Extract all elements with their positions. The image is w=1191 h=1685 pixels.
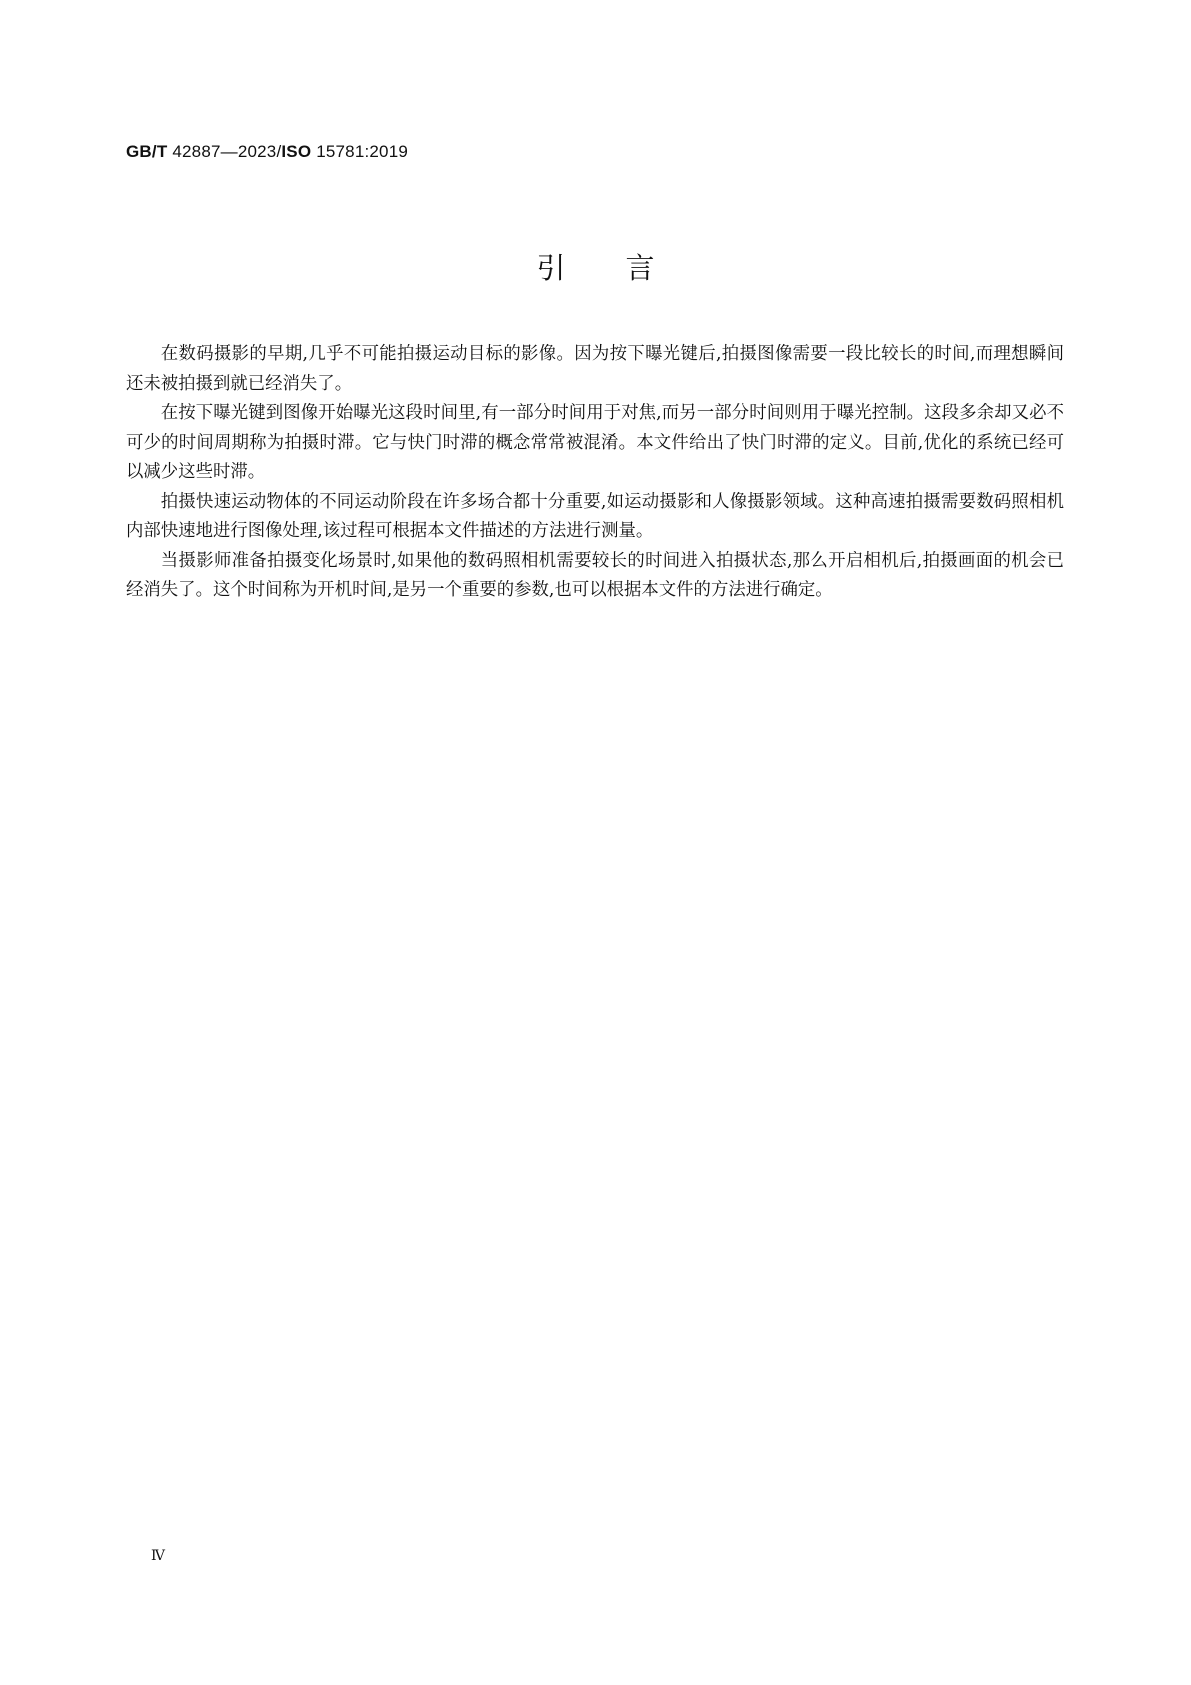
paragraph: 在按下曝光键到图像开始曝光这段时间里,有一部分时间用于对焦,而另一部分时间则用于曝光控制。这段多余却又必不可少的时间周期称为拍摄时滞。它与快门时滞的概念常常被混淆。本文件给出了快门时滞的定义。目前,优化的系统已经可以减少这些时滞。	[126, 403, 1064, 482]
standard-header	[126, 142, 408, 162]
paragraph: 在数码摄影的早期,几乎不可能拍摄运动目标的影像。因为按下曝光键后,拍摄图像需要一段比较长的时间,而理想瞬间还未被拍摄到就已经消失了。	[126, 344, 1064, 394]
paragraph: 当摄影师准备拍摄变化场景时,如果他的数码照相机需要较长的时间进入拍摄状态,那么开启相机后,拍摄画面的机会已经消失了。这个时间称为开机时间,是另一个重要的参数,也可以根据本文件的方法进行确定。	[126, 550, 1064, 600]
standard-number: 42887—2023/	[172, 142, 282, 161]
paragraph: 拍摄快速运动物体的不同运动阶段在许多场合都十分重要,如运动摄影和人像摄影领域。这种高速拍摄需要数码照相机内部快速地进行图像处理,该过程可根据本文件描述的方法进行测量。	[126, 491, 1064, 541]
iso-number: 15781:2019	[316, 142, 409, 161]
page-number: Ⅳ	[151, 1548, 165, 1564]
standard-prefix: GB/T	[126, 142, 168, 161]
introduction-body	[126, 340, 1064, 606]
section-title: 引言	[536, 251, 715, 285]
iso-prefix: ISO	[281, 142, 312, 161]
